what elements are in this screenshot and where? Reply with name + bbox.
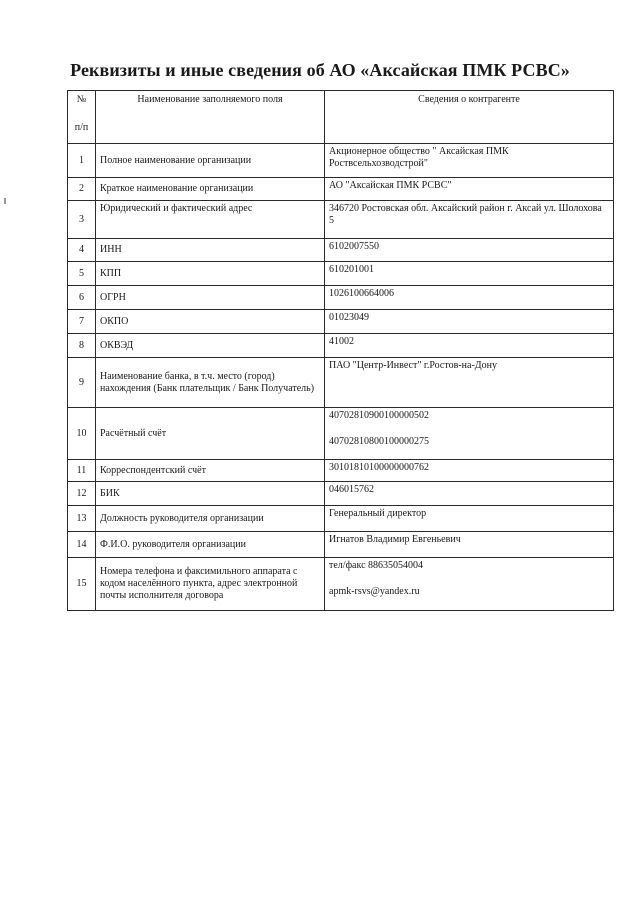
- table-row: [68, 506, 614, 532]
- row-number: 10: [68, 408, 96, 460]
- number-symbol: №: [76, 94, 87, 105]
- page-title: Реквизиты и иные сведения об АО «Аксайская ПМК РСВС»: [70, 60, 570, 80]
- field-value: 41002: [325, 334, 614, 358]
- field-name: Краткое наименование организации: [96, 178, 325, 201]
- row-number: 11: [68, 460, 96, 482]
- row-number: 13: [68, 506, 96, 532]
- number-abbr: п/п: [74, 122, 89, 133]
- field-name: Наименование банка, в т.ч. место (город) нахождения (Банк плательщик / Банк Получатель): [96, 358, 325, 408]
- field-value: 30101810100000000762: [325, 460, 614, 482]
- field-name: Номера телефона и факсимильного аппарата с кодом населённого пункта, адрес электронной почты исполнителя договора: [96, 558, 325, 611]
- field-name: ИНН: [96, 239, 325, 262]
- column-header-value: Сведения о контрагенте: [325, 91, 614, 144]
- table-row: [68, 408, 614, 460]
- email-address: apmk-rsvs@yandex.ru: [329, 586, 420, 597]
- row-number: 9: [68, 358, 96, 408]
- field-value: 1026100664006: [325, 286, 614, 310]
- table-row: [68, 286, 614, 310]
- column-header-number: [68, 91, 96, 144]
- field-name: Корреспондентский счёт: [96, 460, 325, 482]
- field-name: КПП: [96, 262, 325, 286]
- row-number: 14: [68, 532, 96, 558]
- field-value: 046015762: [325, 482, 614, 506]
- table-row: [68, 239, 614, 262]
- field-value: Генеральный директор: [325, 506, 614, 532]
- account-number: 40702810800100000275: [329, 436, 429, 447]
- field-name: ОКПО: [96, 310, 325, 334]
- field-name: БИК: [96, 482, 325, 506]
- row-number: 5: [68, 262, 96, 286]
- column-header-field: Наименование заполняемого поля: [96, 91, 325, 144]
- field-value: Игнатов Владимир Евгеньевич: [325, 532, 614, 558]
- row-number: 3: [68, 201, 96, 239]
- table-row: [68, 460, 614, 482]
- row-number: 1: [68, 144, 96, 178]
- field-value: АО "Аксайская ПМК РСВС": [325, 178, 614, 201]
- field-value: 6102007550: [325, 239, 614, 262]
- requisites-table: [67, 90, 614, 611]
- table-row: [68, 558, 614, 611]
- field-value: 346720 Ростовская обл. Аксайский район г. Аксай ул. Шолохова 5: [325, 201, 614, 239]
- field-value: 01023049: [325, 310, 614, 334]
- field-name: Должность руководителя организации: [96, 506, 325, 532]
- row-number: 7: [68, 310, 96, 334]
- account-number: 40702810900100000502: [329, 410, 429, 421]
- row-number: 8: [68, 334, 96, 358]
- field-value: 610201001: [325, 262, 614, 286]
- field-value: [325, 408, 614, 460]
- table-row: [68, 532, 614, 558]
- table-row: [68, 262, 614, 286]
- field-name: ОКВЭД: [96, 334, 325, 358]
- table-row: [68, 334, 614, 358]
- field-name: Полное наименование организации: [96, 144, 325, 178]
- row-number: 12: [68, 482, 96, 506]
- row-number: 4: [68, 239, 96, 262]
- scan-margin-mark: [4, 198, 6, 204]
- field-value: Акционерное общество " Аксайская ПМК Роствсельхозводстрой": [325, 144, 614, 178]
- table-row: [68, 144, 614, 178]
- field-name: ОГРН: [96, 286, 325, 310]
- table-row: [68, 310, 614, 334]
- field-name: Юридический и фактический адрес: [96, 201, 325, 239]
- field-name: Расчётный счёт: [96, 408, 325, 460]
- table-row: [68, 178, 614, 201]
- table-row: [68, 201, 614, 239]
- field-value: [325, 558, 614, 611]
- field-name: Ф.И.О. руководителя организации: [96, 532, 325, 558]
- table-header-row: [68, 91, 614, 144]
- field-value: ПАО "Центр-Инвест" г.Ростов-на-Дону: [325, 358, 614, 408]
- table-row: [68, 482, 614, 506]
- row-number: 15: [68, 558, 96, 611]
- table-row: [68, 358, 614, 408]
- row-number: 2: [68, 178, 96, 201]
- phone-fax: тел/факс 88635054004: [329, 560, 424, 571]
- row-number: 6: [68, 286, 96, 310]
